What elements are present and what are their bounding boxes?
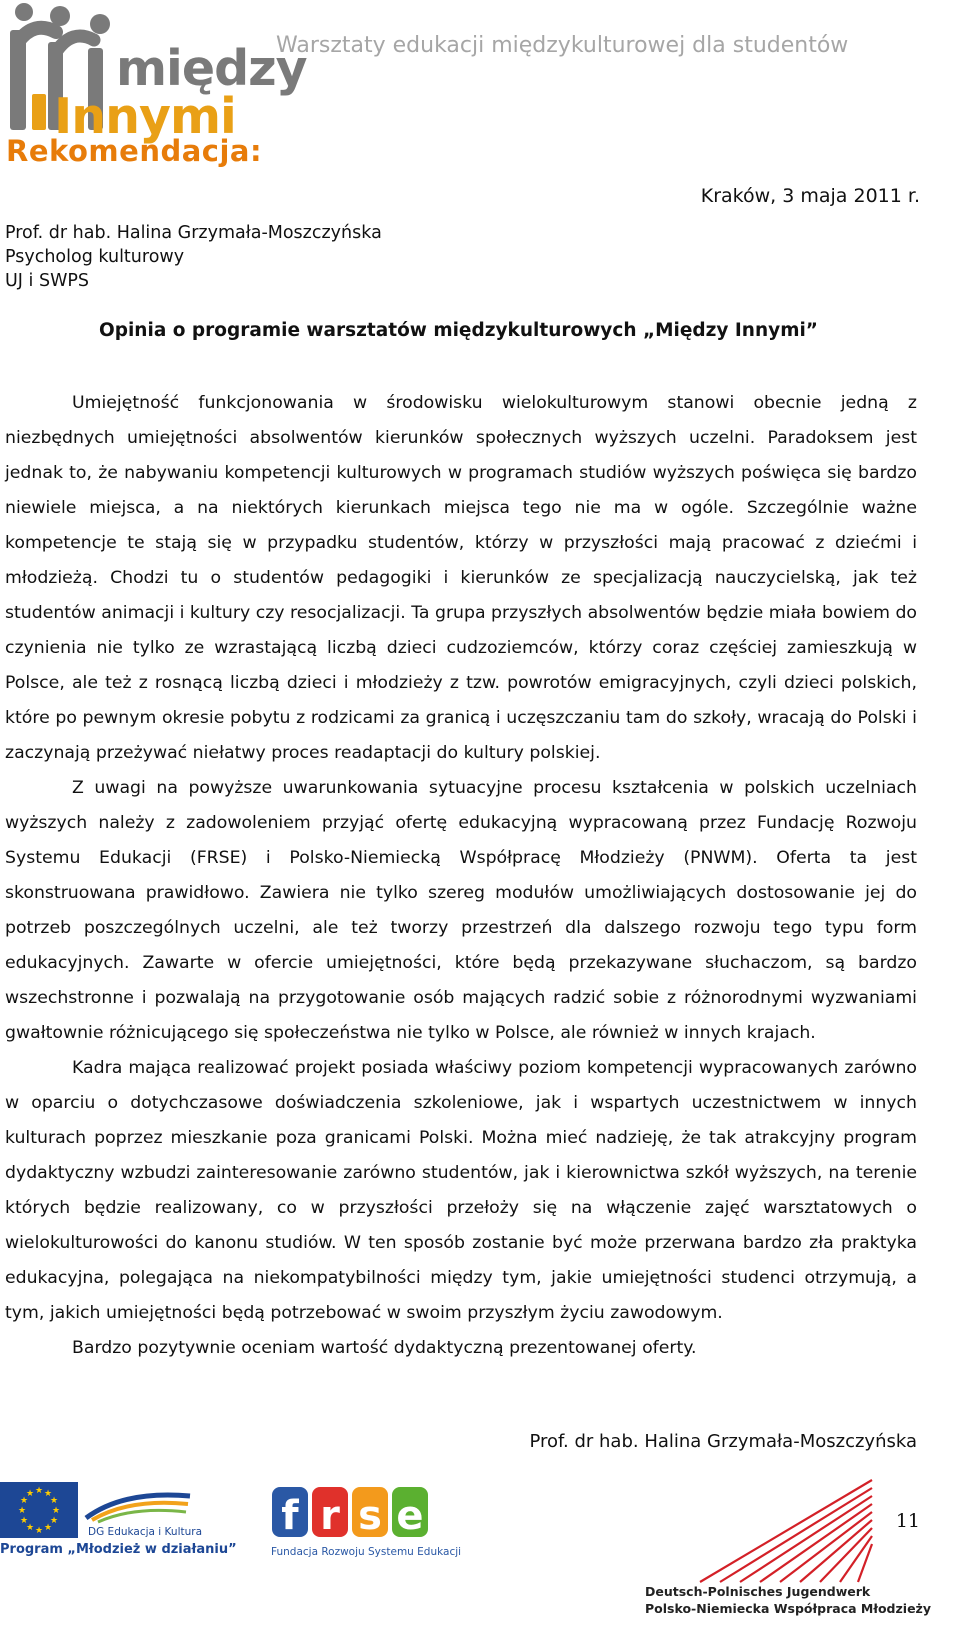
svg-text:★: ★ — [51, 1506, 61, 1516]
svg-text:★: ★ — [25, 1523, 35, 1533]
svg-text:f: f — [281, 1493, 299, 1539]
paragraph: Bardzo pozytywnie oceniam wartość dydaktyczną prezentowanej oferty. — [72, 1338, 697, 1358]
dg-label: DG Edukacja i Kultura — [88, 1526, 203, 1538]
paragraph: Z uwagi na powyższe uwarunkowania sytuacyjne procesu kształcenia w polskich uczelniach wyższych należy z zadowoleniem przyjąć ofertę edukacyjną wypracowaną przez Fundację Rozwoju Systemu Edukacji (FRSE) i Polsko-Niemiecką Współpracę Młodzieży (PNWM). Oferta ta jest skonstruowana prawidłowo. Zawiera nie tylko szereg modułów umożliwiających dostosowanie jej do potrzeb poszczególnych uczelni, ale też tworzy przestrzeń dla dalszego rozwoju tego typu form edukacyjnych. Zawarte w ofercie umiejętności, które będą przekazywane słuchaczom, są bardzo wszechstronne i pozwalają na przygotowanie osób mających radzić sobie z różnorodnymi wyzwaniami gwałtownie różnicującego się społeczeństwa nie tylko w Polsce, ale również w innych krajach. — [5, 778, 917, 1043]
paragraph: Kadra mająca realizować projekt posiada właściwy poziom kompetencji wypracowanych zarówno w oparciu o dotychczasowe doświadczenia szkoleniowe, jak i wspartych uczestnictwem w innych kulturach poprzez mieszkanie poza granicami Polski. Można mieć nadzieję, że tak atrakcyjny program dydaktyczny wzbudzi zainteresowanie zarówno studentów, jak i kierownictwa szkół wyższych, na terenie których będzie realizowany, co w przyszłości przełoży się na włączenie zajęć warsztatowych o wielokulturowości do kanonu studiów. W ten sposób zostanie być może przerwana bardzo zła praktyka edukacyjna, polegająca na niekompatybilności między tym, jakie umiejętności studenci otrzymują, a tym, jakich umiejętności będą potrzebować w swoim przyszłym życiu zawodowym. — [5, 1058, 917, 1323]
svg-text:e: e — [396, 1493, 424, 1539]
page-number: 11 — [895, 1510, 920, 1532]
svg-text:★: ★ — [19, 1496, 29, 1506]
svg-text:s: s — [358, 1493, 382, 1539]
program-label: Program „Młodzież w działaniu” — [0, 1542, 237, 1557]
logo-word-innymi: Innymi — [54, 88, 236, 145]
svg-text:★: ★ — [43, 1489, 53, 1499]
opinion-title: Opinia o programie warsztatów międzykulturowych „Między Innymi” — [99, 320, 818, 341]
youth-in-action-swoosh-icon — [84, 1488, 192, 1524]
miedzy-innymi-logo — [4, 2, 307, 172]
recommendation-label: Rekomendacja: — [6, 134, 263, 168]
svg-text:★: ★ — [34, 1526, 44, 1536]
svg-text:★: ★ — [34, 1486, 44, 1496]
svg-text:★: ★ — [19, 1516, 29, 1526]
svg-text:★: ★ — [25, 1489, 35, 1499]
svg-text:★: ★ — [43, 1523, 53, 1533]
pnwm-label-de: Deutsch-Polnisches Jugendwerk — [645, 1584, 871, 1599]
letter-body — [5, 386, 917, 1366]
svg-text:★: ★ — [49, 1516, 59, 1526]
workshop-title: Warsztaty edukacji międzykulturowej dla studentów — [276, 33, 849, 58]
frse-logo — [272, 1485, 432, 1543]
logo-word-miedzy: między — [116, 40, 307, 97]
footer-logos — [0, 1470, 960, 1641]
svg-text:r: r — [320, 1493, 340, 1539]
paragraph: Umiejętność funkcjonowania w środowisku wielokulturowym stanowi obecnie jedną z niezbędnych umiejętności absolwentów kierunków społecznych wyższych uczelni. Paradoksem jest jednak to, że nabywaniu kompetencji kulturowych w programach studiów wyższych poświęca się bardzo niewiele miejsca, a na niektórych kierunkach miejsca tego nie ma w ogóle. Szczególnie ważne kompetencje te stają się w przypadku studentów, którzy w przyszłości mają pracować z dziećmi i młodzieżą. Chodzi tu o studentów pedagogiki i kierunków ze specjalizacją nauczycielską, jak też studentów animacji i kultury czy resocjalizacji. Ta grupa przyszłych absolwentów będzie miała bowiem do czynienia nie tylko ze wzrastającą liczbą dzieci cudzoziemców, którzy coraz częściej zamieszkują w Polsce, ale też z rosnącą liczbą dzieci i młodzieży z tzw. powrotów emigracyjnych, czyli dzieci polskich, które po pewnym okresie pobytu z rodzicami za granicą i uczęszczaniu tam do szkoły, wracają do Polski i zaczynają przeżywać niełatwy proces readaptacji do kultury polskiej. — [5, 393, 917, 763]
author-role: Psycholog kulturowy — [5, 247, 185, 267]
author-name: Prof. dr hab. Halina Grzymała-Moszczyńska — [5, 223, 382, 243]
frse-label: Fundacja Rozwoju Systemu Edukacji — [271, 1546, 462, 1558]
svg-text:★: ★ — [17, 1506, 27, 1516]
eu-flag-icon — [0, 1482, 78, 1538]
author-block — [5, 221, 382, 293]
pnwm-label-pl: Polsko-Niemiecka Współpraca Młodzieży — [645, 1601, 931, 1616]
author-affiliation: UJ i SWPS — [5, 271, 90, 291]
letter-date: Kraków, 3 maja 2011 r. — [700, 185, 920, 207]
signature: Prof. dr hab. Halina Grzymała-Moszczyńska — [529, 1431, 917, 1452]
svg-text:★: ★ — [49, 1496, 59, 1506]
